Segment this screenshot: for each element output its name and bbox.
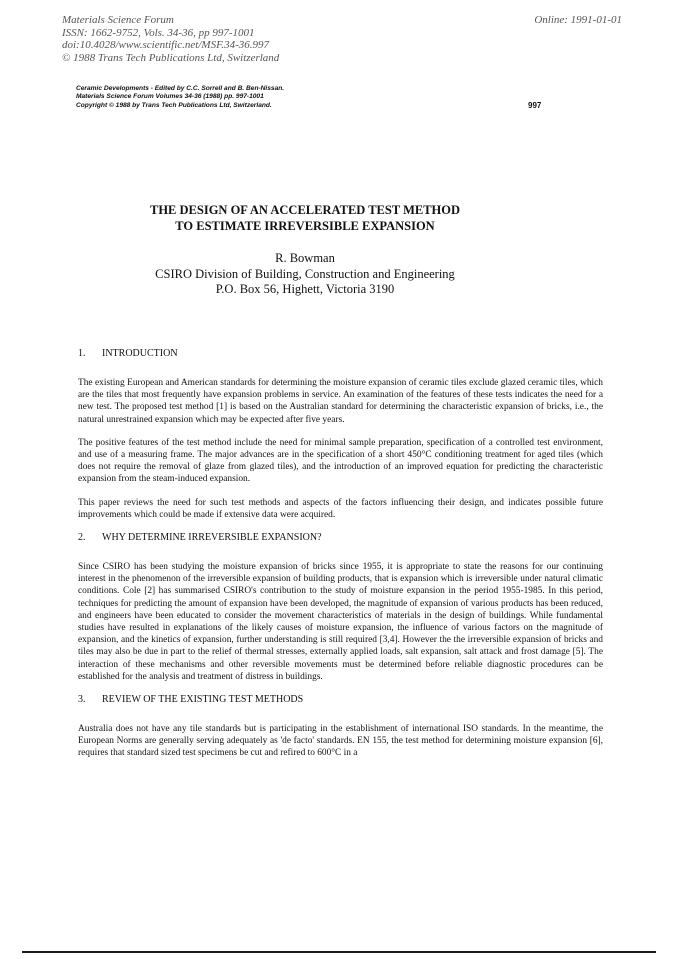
footer-rule: [22, 951, 656, 953]
page-number: 997: [528, 101, 542, 110]
imprint-line-2: Materials Science Forum Volumes 34-36 (1988) pp. 997-1001: [76, 93, 264, 101]
section-number: 2.: [78, 532, 86, 544]
title-line-2: TO ESTIMATE IRREVERSIBLE EXPANSION: [175, 218, 435, 233]
issn-line: ISSN: 1662-9752, Vols. 34-36, pp 997-1001: [62, 26, 255, 39]
author-address: P.O. Box 56, Highett, Victoria 3190: [215, 282, 395, 296]
section-title: WHY DETERMINE IRREVERSIBLE EXPANSION?: [102, 532, 322, 544]
section-heading: [78, 348, 603, 360]
journal-name: Materials Science Forum: [62, 14, 174, 26]
title-line-1: THE DESIGN OF AN ACCELERATED TEST METHOD: [149, 203, 461, 217]
paragraph: Australia does not have any tile standards but is participating in the establishment of international ISO standards. In the meantime, the European Norms are generally serving adequately as 'de facto' standards. EN 155, the test method for determining moisture expansion [6], requires that standard sized test specimens be cut and refired to 600°C in a: [78, 724, 603, 759]
section-introduction: [78, 348, 603, 521]
paper-body: [78, 348, 603, 771]
section-title: INTRODUCTION: [102, 348, 178, 359]
doi-line: doi:10.4028/www.scientific.net/MSF.34-36.997: [62, 39, 270, 51]
section-why-determine: [78, 532, 603, 683]
paragraph: Since CSIRO has been studying the moisture expansion of bricks since 1955, it is appropriate to state the reasons for our continuing interest in the phenomenon of the irreversible expansion of building products, that is expansion which is irreversible under natural climatic conditions. Cole [2] has summarised CSIRO's contribution to the study of moisture expansion in the period 1955-1985. In this period, techniques for predicting the amount of expansion have been developed, the magnitude of expansion of various products has been reduced, and engineers have been educated to consider the movement characteristics of materials in the design of buildings. While fundamental studies have resulted in explanations of the likely causes of moisture expansion, the influence of various factors on the magnitude of expansion, and the kinetics of expansion, further understanding is still required [3,4]. However the the irreversible expansion of bricks and tiles may also be due in part to the relief of thermal stresses, externally applied loads, salt expansion, salt attack and frost damage [5]. The interaction of these mechanisms and other reversible movements must be determined before reliable diagnostic procedures can be established for the analysis and treatment of distress in buildings.: [78, 562, 603, 682]
copyright-line: © 1988 Trans Tech Publications Ltd, Switzerland: [62, 51, 280, 64]
paragraph: This paper reviews the need for such test methods and aspects of the factors influencing their design, and indicates possible future improvements which could be made if extensive data were acquired.: [78, 497, 603, 520]
section-number: 1.: [78, 348, 86, 359]
author-block: [0, 251, 610, 298]
section-title: REVIEW OF THE EXISTING TEST METHODS: [102, 694, 304, 706]
section-heading: [78, 532, 603, 544]
paper-title: [0, 203, 610, 234]
volume-imprint: [76, 85, 556, 110]
section-number: 3.: [78, 694, 86, 706]
paragraph: The positive features of the test method include the need for minimal sample preparation, specification of a controlled test environment, and use of a measuring frame. The major advances are in the specification of a short 450°C conditioning treatment for aged tiles (which does not require the removal of glaze from glazed tiles), and the introduction of an improved equation for predicting the characteristic expansion from the steam-induced expansion.: [78, 437, 603, 485]
author-affiliation: CSIRO Division of Building, Construction and Engineering: [155, 266, 455, 281]
imprint-line-1: Ceramic Developments - Edited by C.C. Sorrell and B. Ben-Nissan.: [76, 85, 285, 92]
online-date: Online: 1991-01-01: [534, 14, 622, 26]
journal-masthead: [62, 14, 622, 64]
section-review: [78, 694, 603, 760]
author-name: R. Bowman: [275, 251, 335, 265]
imprint-line-3: Copyright © 1988 by Trans Tech Publications Ltd, Switzerland.: [76, 101, 272, 109]
paragraph: The existing European and American standards for determining the moisture expansion of ceramic tiles exclude glazed ceramic tiles, which are the tiles that most frequently have expansion problems in service. An examination of the features of these tests indicates the need for a new test. The proposed test method [1] is based on the Australian standard for determining the characteristic expansion of bricks, i.e., the natural unrestrained expansion which may be expected after five years.: [78, 378, 603, 425]
section-heading: [78, 694, 603, 706]
